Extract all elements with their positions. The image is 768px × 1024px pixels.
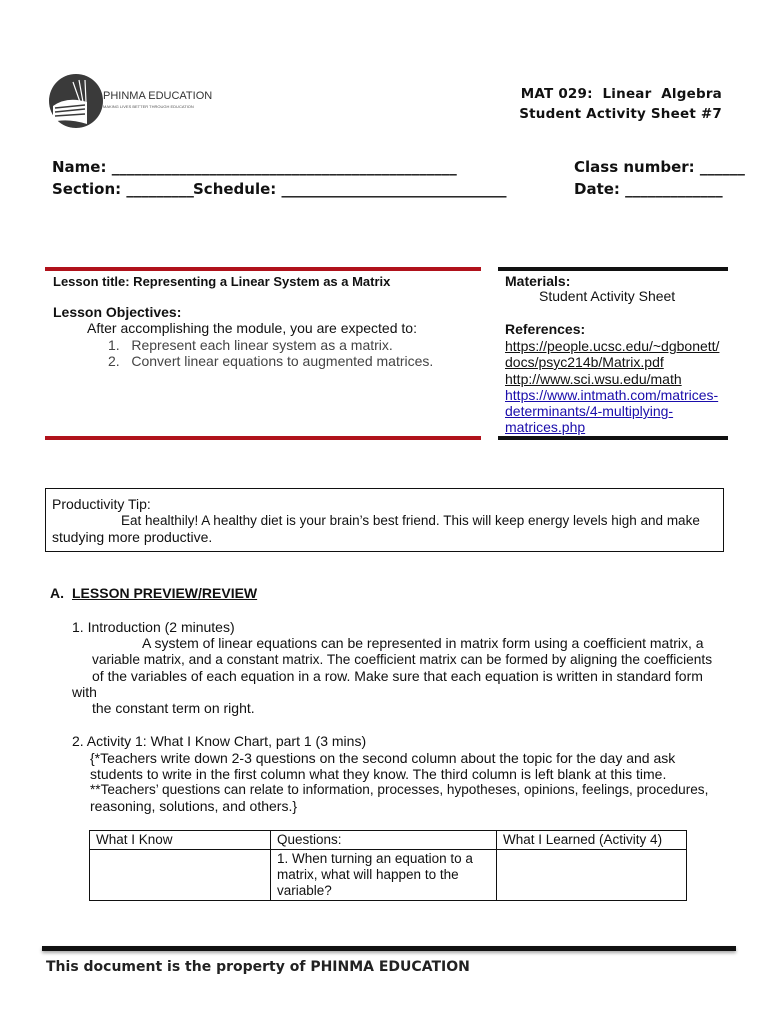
schedule-field[interactable]: Schedule: ______________________________ xyxy=(193,180,507,198)
reference-link[interactable]: https://people.ucsc.edu/~dgbonett/ xyxy=(505,338,720,354)
activity-line: students to write in the first column what they know. The third column is left blank at this time. xyxy=(90,766,667,782)
materials-bottom-rule xyxy=(498,436,728,440)
footer-text: This document is the property of PHINMA EDUCATION xyxy=(46,959,470,975)
course-title: MAT 029: Linear Algebra xyxy=(520,86,722,102)
objectives-heading: Lesson Objectives: xyxy=(53,304,182,320)
footer-rule xyxy=(42,946,736,951)
date-field[interactable]: Date: _____________ xyxy=(574,180,723,198)
reference-link[interactable]: docs/psyc214b/Matrix.pdf xyxy=(505,354,664,370)
tip-line: Eat healthily! A healthy diet is your brain’s best friend. This will keep energy levels high and make xyxy=(121,513,700,528)
tip-heading: Productivity Tip: xyxy=(52,496,151,512)
reference-link[interactable]: https://www.intmath.com/matrices- xyxy=(505,387,719,403)
intro-line: of the variables of each equation in a row. Make sure that each equation is written in standard form xyxy=(92,668,703,684)
reference-link[interactable]: determinants/4-multiplying- xyxy=(505,403,674,419)
table-row xyxy=(90,831,687,850)
phinma-logo xyxy=(47,72,212,132)
intro-line: the constant term on right. xyxy=(92,700,255,716)
reference-link[interactable]: http://www.sci.wsu.edu/math xyxy=(505,371,682,387)
intro-line: variable matrix, and a constant matrix. The coefficient matrix can be formed by aligning the coefficients xyxy=(92,652,713,667)
lesson-title: Lesson title: Representing a Linear System as a Matrix xyxy=(53,274,391,289)
lesson-top-rule xyxy=(45,267,481,271)
objectives-intro: After accomplishing the module, you are expected to: xyxy=(87,320,417,336)
activity-line: **Teachers’ questions can relate to information, processes, hypotheses, opinions, feelings, procedures, xyxy=(90,782,709,797)
section-label: A. xyxy=(50,585,64,601)
section-field[interactable]: Section: _________ xyxy=(52,180,194,198)
sheet-title: Student Activity Sheet #7 xyxy=(519,106,722,122)
org-tagline: MAKING LIVES BETTER THROUGH EDUCATION xyxy=(103,104,194,109)
objective-item: 2. Convert linear equations to augmented matrices. xyxy=(108,353,434,369)
chart-cell-learned[interactable] xyxy=(497,850,687,901)
activity-heading: 2. Activity 1: What I Know Chart, part 1 (3 mins) xyxy=(72,733,367,749)
lesson-bottom-rule xyxy=(45,436,481,440)
objective-item: 1. Represent each linear system as a matrix. xyxy=(108,337,393,353)
org-name: PHINMA EDUCATION xyxy=(103,90,213,102)
activity-line: reasoning, solutions, and others.} xyxy=(90,798,298,814)
intro-line: with xyxy=(72,684,97,700)
chart-header: What I Know xyxy=(90,831,271,850)
tip-line: studying more productive. xyxy=(52,529,213,545)
reference-link[interactable]: matrices.php xyxy=(505,419,586,435)
references-heading: References: xyxy=(505,321,586,337)
intro-line: A system of linear equations can be represented in matrix form using a coefficient matrix, a xyxy=(142,635,704,651)
materials-item: Student Activity Sheet xyxy=(539,288,676,304)
name-field[interactable]: Name: ______________________________________________ xyxy=(52,158,457,176)
activity-line: {*Teachers write down 2-3 questions on the second column about the topic for the day and ask xyxy=(90,750,676,766)
materials-heading: Materials: xyxy=(505,273,571,289)
what-i-know-chart xyxy=(89,830,687,901)
materials-top-rule xyxy=(498,267,728,271)
intro-heading: 1. Introduction (2 minutes) xyxy=(72,619,235,635)
class-number-field[interactable]: Class number: ______ xyxy=(574,158,745,176)
chart-header: Questions: xyxy=(271,831,497,850)
chart-header: What I Learned (Activity 4) xyxy=(497,831,687,850)
chart-cell-know[interactable] xyxy=(90,850,271,901)
section-title: LESSON PREVIEW/REVIEW xyxy=(72,585,258,601)
phinma-logo-icon xyxy=(47,72,105,130)
table-row xyxy=(90,850,687,901)
chart-cell-question: 1. When turning an equation to a matrix, what will happen to the variable? xyxy=(271,850,497,901)
